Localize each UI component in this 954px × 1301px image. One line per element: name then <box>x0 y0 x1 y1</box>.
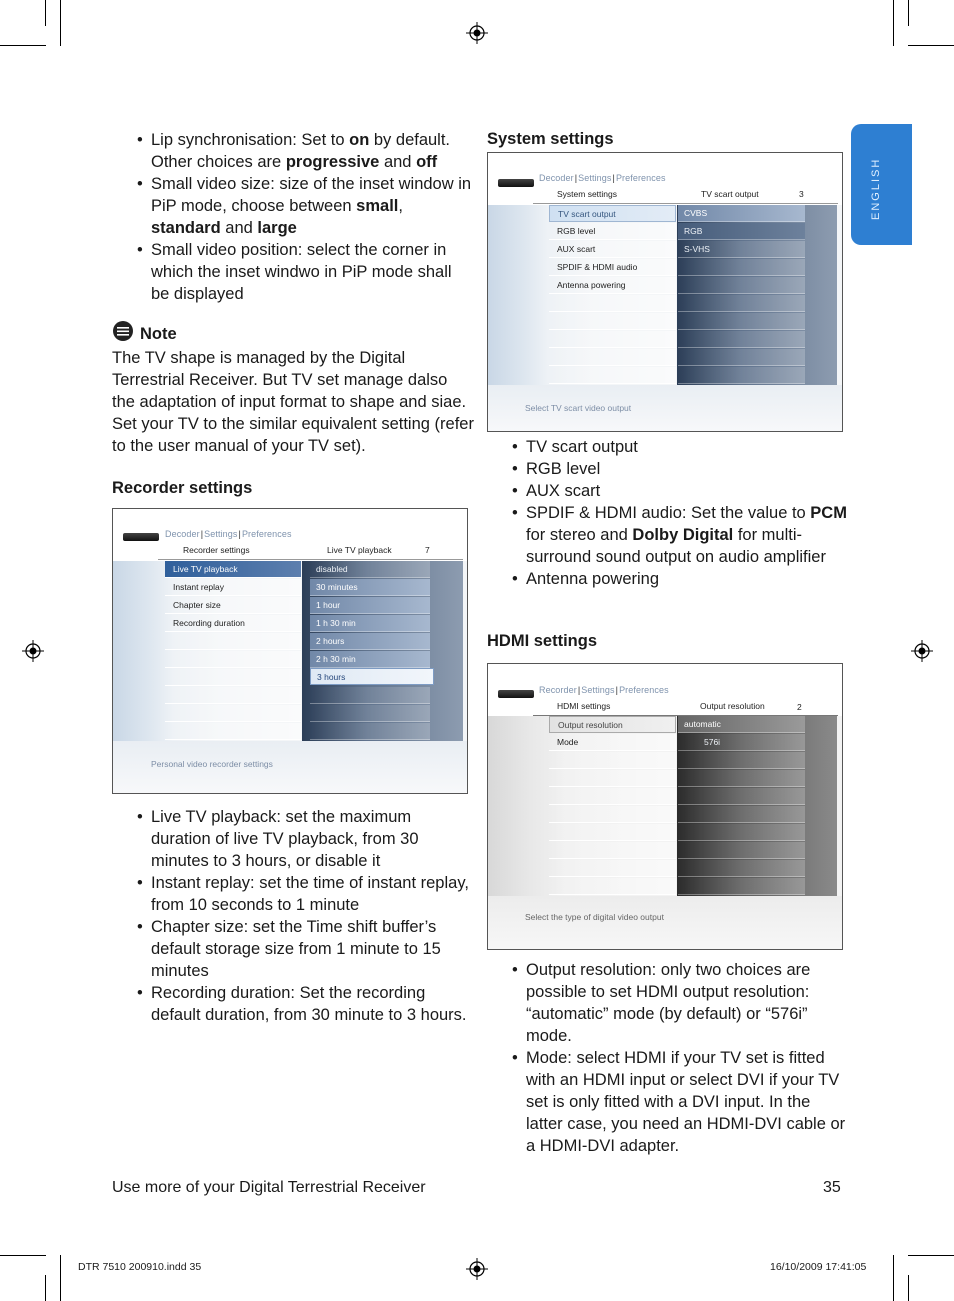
registration-mark-icon <box>22 640 44 662</box>
tab-settings[interactable]: Settings <box>578 173 612 183</box>
crop-mark <box>60 1255 61 1301</box>
list-item: • Chapter size: set the Time shift buffer’s default storage size from 1 minute to 15 minutes <box>137 916 472 982</box>
menu-tabs: Decoder|Settings|Preferences <box>165 529 292 539</box>
crop-mark <box>45 0 46 26</box>
screen-caption: Select the type of digital video output <box>525 912 664 922</box>
footer-text: Use more of your Digital Terrestrial Receiver <box>112 1179 426 1196</box>
list-item: • AUX scart <box>512 480 847 502</box>
tab-recorder[interactable]: Recorder <box>539 685 577 695</box>
options-list <box>677 716 837 896</box>
crop-mark <box>908 0 909 26</box>
tab-preferences[interactable]: Preferences <box>241 529 292 539</box>
screen-header-count: 7 <box>425 545 430 555</box>
screen-header-count: 2 <box>797 702 802 712</box>
options-list <box>302 561 463 741</box>
menu-tabs: Decoder|Settings|Preferences <box>539 173 666 183</box>
crop-mark <box>908 1275 909 1301</box>
option-item-selected[interactable]: RGB <box>678 223 805 240</box>
crop-mark <box>0 45 46 46</box>
option-item[interactable]: S-VHS <box>678 241 805 258</box>
list-item[interactable]: Mode <box>549 734 676 751</box>
option-item[interactable]: 576i <box>678 734 805 751</box>
screen-caption: Personal video recorder settings <box>151 759 273 769</box>
recorder-settings-heading: Recorder settings <box>112 479 253 497</box>
screen-header-title: Recorder settings <box>183 545 250 555</box>
crop-mark <box>45 1275 46 1301</box>
crop-mark <box>893 0 894 46</box>
recorder-bullets <box>137 806 472 1026</box>
list-item: • SPDIF & HDMI audio: Set the value to PCM for stereo and Dolby Digital for multi-surround sound output on audio amplifier <box>512 502 847 568</box>
page-number: 35 <box>823 1179 841 1196</box>
option-item-selected[interactable]: automatic <box>678 716 805 733</box>
crop-mark <box>908 1255 954 1256</box>
option-item[interactable]: 2 h 30 min <box>310 651 430 668</box>
list-item-selected[interactable]: TV scart output <box>549 205 676 222</box>
list-item: • Small video size: size of the inset window in PiP mode, choose between small, standard and large <box>137 173 472 239</box>
list-item[interactable]: AUX scart <box>549 241 676 258</box>
list-item: • RGB level <box>512 458 847 480</box>
option-item[interactable]: 2 hours <box>310 633 430 650</box>
list-item[interactable]: SPDIF & HDMI audio <box>549 259 676 276</box>
crop-mark <box>60 0 61 46</box>
settings-list <box>165 561 301 741</box>
list-item[interactable]: Live TV playback <box>165 561 301 578</box>
note-icon <box>112 320 134 342</box>
note-text: The TV shape is managed by the Digital Terrestrial Receiver. But TV set manage dalso the adaptation of input format to shape and siae. Set your TV to the similar equivalent setting (refer to the user manual of your TV set). <box>112 349 474 455</box>
system-settings-screenshot <box>487 152 843 432</box>
set-top-box-icon <box>498 690 534 698</box>
option-item[interactable]: 1 hour <box>310 597 430 614</box>
note-title: Note <box>140 325 177 343</box>
list-item[interactable]: Instant replay <box>165 579 301 596</box>
slug-date: 16/10/2009 17:41:05 <box>770 1261 867 1273</box>
system-bullets <box>512 436 847 590</box>
option-item[interactable]: CVBS <box>678 205 805 222</box>
list-item: • Recording duration: Set the recording default duration, from 30 minute to 3 hours. <box>137 982 472 1026</box>
screen-caption: Select TV scart video output <box>525 403 632 413</box>
screen-header-item: TV scart output <box>701 189 759 199</box>
hdmi-bullets <box>512 959 847 1157</box>
tab-decoder[interactable]: Decoder <box>165 529 200 539</box>
registration-mark-icon <box>466 22 488 44</box>
registration-mark-icon <box>911 640 933 662</box>
settings-list <box>549 716 676 896</box>
option-item-selected[interactable]: 3 hours <box>310 668 434 685</box>
crop-mark <box>908 45 954 46</box>
language-tab-label: ENGLISH <box>870 157 882 220</box>
option-item[interactable]: disabled <box>310 561 430 578</box>
crop-mark <box>0 1255 46 1256</box>
screen-header-item: Output resolution <box>700 701 765 711</box>
list-item: • Antenna powering <box>512 568 847 590</box>
option-item[interactable]: 30 minutes <box>310 579 430 596</box>
tab-preferences[interactable]: Preferences <box>619 685 669 695</box>
list-item[interactable]: Chapter size <box>165 597 301 614</box>
list-item: • Lip synchronisation: Set to on by default. Other choices are progressive and off <box>137 129 472 173</box>
list-item: • Output resolution: only two choices are possible to set HDMI output resolution: “automatic” mode (by default) or “576i” mode. <box>512 959 847 1047</box>
list-item: • Instant replay: set the time of instant replay, from 10 seconds to 1 minute <box>137 872 472 916</box>
slug-file: DTR 7510 200910.indd 35 <box>78 1261 202 1273</box>
tab-settings[interactable]: Settings <box>581 685 615 695</box>
list-item[interactable]: Recording duration <box>165 615 301 632</box>
screen-header-title: HDMI settings <box>557 701 611 711</box>
tab-decoder[interactable]: Decoder <box>539 173 574 183</box>
system-settings-heading: System settings <box>487 130 614 148</box>
set-top-box-icon <box>498 179 534 187</box>
hdmi-settings-screenshot <box>487 663 843 950</box>
list-item-selected[interactable]: Output resolution <box>549 716 676 733</box>
screen-header-item: Live TV playback <box>327 545 392 555</box>
left-top-bullets <box>137 129 472 305</box>
settings-list <box>549 205 676 385</box>
recorder-settings-screenshot <box>112 508 468 794</box>
option-item[interactable]: 1 h 30 min <box>310 615 430 632</box>
crop-mark <box>893 1255 894 1301</box>
screen-header-count: 3 <box>799 189 804 199</box>
list-item: • Mode: select HDMI if your TV set is fitted with an HDMI input or select DVI if your TV set is only fitted with a DVI input. In the latter case, you need an HDMI-DVI cable or a HDMI-DVI adapter. <box>512 1047 847 1157</box>
screen-header-title: System settings <box>557 189 617 199</box>
registration-mark-icon <box>466 1258 488 1280</box>
list-item[interactable]: RGB level <box>549 223 676 240</box>
list-item[interactable]: Antenna powering <box>549 277 676 294</box>
set-top-box-icon <box>123 533 159 541</box>
options-list <box>677 205 837 385</box>
tab-preferences[interactable]: Preferences <box>615 173 666 183</box>
list-item: • Live TV playback: set the maximum duration of live TV playback, from 30 minutes to 3 hours, or disable it <box>137 806 472 872</box>
tab-settings[interactable]: Settings <box>204 529 238 539</box>
list-item: • Small video position: select the corner in which the inset windwo in PiP mode shall be displayed <box>137 239 472 305</box>
list-item: • TV scart output <box>512 436 847 458</box>
hdmi-settings-heading: HDMI settings <box>487 632 598 650</box>
menu-tabs: Recorder|Settings|Preferences <box>539 685 669 695</box>
